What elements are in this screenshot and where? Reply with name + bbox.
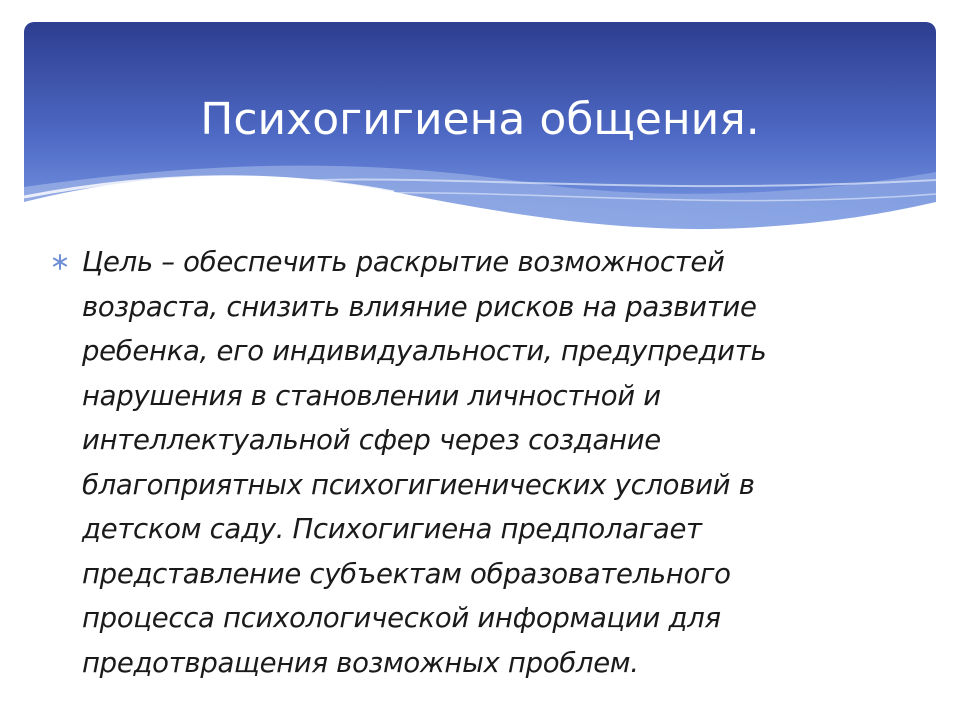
bullet-line: предотвращения возможных проблем. [82, 646, 639, 679]
bullet-line: интеллектуальной сфер через создание [82, 424, 661, 456]
asterisk-bullet-icon [50, 252, 70, 272]
slide-title: Психогигиена общения. [200, 94, 760, 145]
bullet-line: детском саду. Психогигиена предполагает [82, 513, 702, 545]
bullet-text [82, 240, 924, 685]
content-area [44, 240, 924, 685]
bullet-line: представление субъектам образовательного [82, 557, 731, 590]
bullet-line: благоприятных психогигиенических условий в [82, 468, 755, 501]
title-banner [24, 22, 936, 234]
bullet-line: ребенка, его индивидуальности, предупредить [82, 335, 767, 367]
bullet-line: возраста, снизить влияние рисков на развитие [82, 290, 757, 323]
bullet-line: Цель – обеспечить раскрытие возможностей [82, 246, 725, 278]
bullet-line: процесса психологической информации для [82, 602, 721, 634]
bullet-line: нарушения в становлении личностной и [82, 379, 661, 412]
bullet-item [44, 240, 924, 685]
